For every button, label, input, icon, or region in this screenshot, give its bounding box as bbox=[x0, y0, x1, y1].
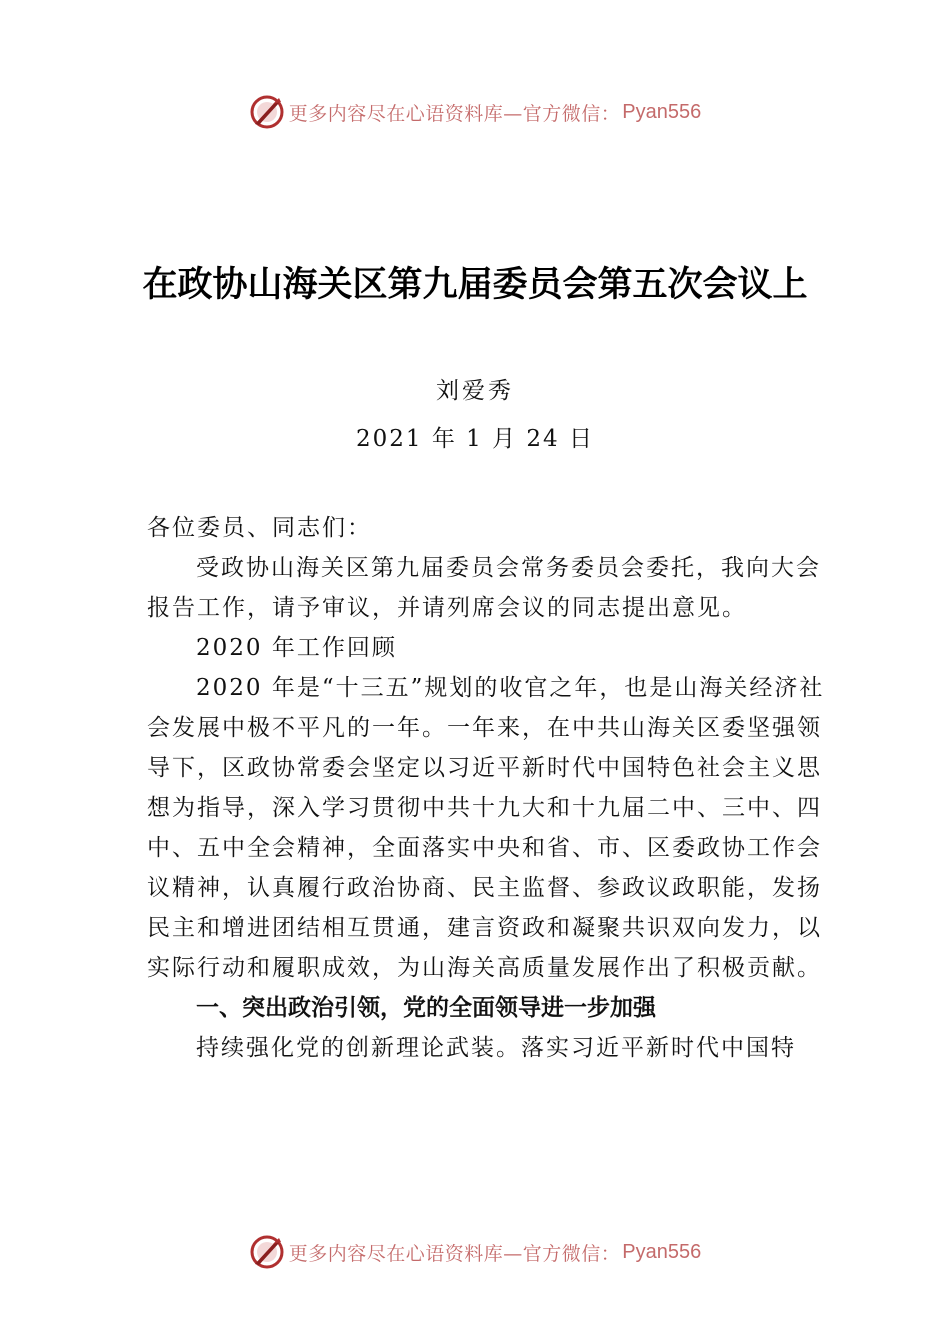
intro-paragraph: 受政协山海关区第九届委员会常务委员会委托，我向大会报告工作，请予审议，并请列席会议的同志提出意见。 bbox=[147, 555, 821, 621]
header-watermark-banner bbox=[0, 92, 950, 132]
section-1-heading: 一、突出政治引领，党的全面领导进一步加强 bbox=[196, 995, 656, 1021]
quill-logo-icon bbox=[249, 1234, 285, 1270]
document-body bbox=[147, 508, 827, 1068]
document-title: 在政协山海关区第九届委员会第五次会议上 bbox=[142, 265, 808, 305]
salutation: 各位委员、同志们： bbox=[147, 515, 372, 541]
review-heading: 2020 年工作回顾 bbox=[196, 635, 397, 661]
section-1-paragraph: 持续强化党的创新理论武装。落实习近平新时代中国特 bbox=[196, 1035, 796, 1061]
banner-wechat-id: Pyan556 bbox=[622, 100, 702, 123]
banner-wechat-id: Pyan556 bbox=[622, 1240, 702, 1263]
footer-watermark-banner bbox=[0, 1232, 950, 1272]
banner-text: 更多内容尽在心语资料库—官方微信： bbox=[288, 1242, 621, 1265]
document-date: 2021 年 1 月 24 日 bbox=[356, 426, 594, 452]
banner-text: 更多内容尽在心语资料库—官方微信： bbox=[288, 102, 621, 125]
review-paragraph: 2020 年是“十三五”规划的收官之年，也是山海关经济社会发展中极不平凡的一年。一年来，在中共山海关区委坚强领导下，区政协常委会坚定以习近平新时代中国特色社会主义思想为指导，深入学习贯彻中共十九大和十九届二中、三中、四中、五中全会精神，全面落实中央和省、市、区委政协工作会议精神，认真履行政治协商、民主监督、参政议政职能，发扬民主和增进团结相互贯通，建言资政和凝聚共识双向发力，以实际行动和履职成效，为山海关高质量发展作出了积极贡献。 bbox=[147, 675, 825, 981]
quill-logo-icon bbox=[249, 94, 285, 130]
document-author: 刘爱秀 bbox=[436, 378, 514, 404]
